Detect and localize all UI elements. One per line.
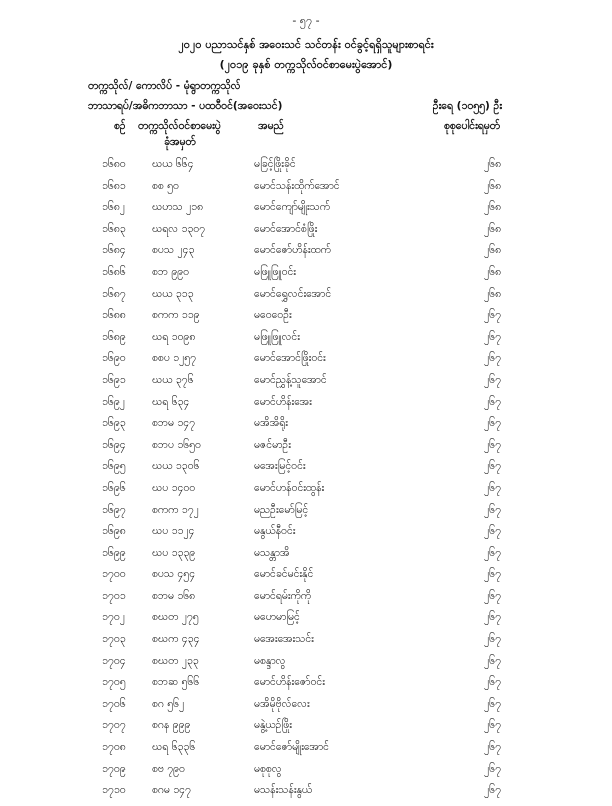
roll-number: ဃရလ ၁၃၀၇ bbox=[152, 222, 206, 235]
table-row bbox=[0, 309, 612, 331]
row-number: ၁၇၀၆ bbox=[102, 697, 126, 710]
total-mark: ၂၆၇ bbox=[484, 568, 501, 581]
roll-number: စဃတ ၂၇၅ bbox=[152, 611, 199, 624]
table-row bbox=[0, 288, 612, 310]
row-number: ၁၆၈၉ bbox=[102, 330, 126, 343]
subject-label: ဘာသာရပ်/အဓိကဘာသာ - ပထဝီဝင်(အဝေးသင်) bbox=[88, 100, 283, 112]
total-mark: ၂၆၇ bbox=[484, 654, 501, 667]
table-row bbox=[0, 568, 612, 590]
roll-number: စစပ ၁၂၅၇ bbox=[152, 352, 197, 365]
total-mark: ၂၆၇ bbox=[484, 589, 501, 602]
roll-number: စဘဆ ၅၆၆ bbox=[152, 676, 200, 689]
total-mark: ၂၆၇ bbox=[484, 417, 501, 430]
total-mark: ၂၆၇ bbox=[484, 784, 501, 797]
row-number: ၁၆၉၄ bbox=[102, 438, 126, 451]
total-mark: ၂၆၇ bbox=[484, 676, 501, 689]
row-number: ၁၇၀၅ bbox=[102, 676, 126, 689]
total-mark: ၂၆၈ bbox=[484, 222, 502, 235]
total-mark: ၂၆၇ bbox=[484, 741, 501, 754]
row-number: ၁၆၉၂ bbox=[102, 395, 125, 408]
total-mark: ၂၆၈ bbox=[484, 158, 502, 170]
table-row bbox=[0, 374, 612, 396]
roll-number: စပသ ၂၄၃ bbox=[152, 244, 195, 257]
total-mark: ၂၆၇ bbox=[484, 762, 501, 775]
row-number: ၁၆၈၈ bbox=[102, 309, 126, 322]
roll-number: ဃယ ၆၆၄ bbox=[152, 158, 194, 170]
roll-number: ဃဟသ ၂၁၈ bbox=[152, 201, 204, 214]
table-row bbox=[0, 201, 612, 223]
table-row bbox=[0, 590, 612, 612]
roll-number: စဂမ ၁၄၇ bbox=[152, 784, 191, 797]
row-number: ၁၆၉၃ bbox=[102, 417, 126, 430]
student-name: မခြင့်ဖြိုးခိုင် bbox=[254, 158, 296, 170]
table-row bbox=[0, 504, 612, 526]
roll-number: ဃယ ၃၁၃ bbox=[152, 287, 194, 300]
row-number: ၁၆၉၀ bbox=[102, 352, 126, 365]
student-name: မနွဲ့ယဉ်ဖြိုး bbox=[254, 719, 292, 732]
table-row bbox=[0, 417, 612, 439]
table-row bbox=[0, 633, 612, 655]
total-mark: ၂၆၈ bbox=[484, 244, 502, 257]
total-mark: ၂၆၇ bbox=[484, 525, 501, 538]
table-row bbox=[0, 352, 612, 374]
document-subtitle: (၂၀၁၉ ခုနှစ် တက္ကသိုလ်ဝင်စာမေးပွဲအောင်) bbox=[219, 58, 393, 71]
row-number: ၁၇၀၀ bbox=[102, 568, 126, 581]
table-row bbox=[0, 763, 612, 785]
roll-number: ဃရ ၆၃၃၆ bbox=[152, 741, 196, 754]
student-name: မညဦးမော်မြင့် bbox=[254, 503, 309, 516]
row-number: ၁၆၉၅ bbox=[102, 460, 126, 473]
department-label: တက္ကသိုလ်/ ကောလိပ် - မုံရွာတက္ကသိုလ် bbox=[88, 80, 241, 92]
count-label: ဦးရေ (၁၀၅၅) ဦး bbox=[432, 100, 502, 112]
total-mark: ၂၆၇ bbox=[484, 503, 501, 516]
student-name: မဟေမာမြင့် bbox=[254, 611, 300, 624]
column-header-name: အမည် bbox=[258, 120, 284, 132]
roll-number: စကက ၁၁၉ bbox=[152, 309, 200, 322]
column-header-no: စဉ် bbox=[114, 120, 126, 132]
roll-number: စဗ ၇၉၀ bbox=[152, 762, 185, 775]
total-mark: ၂၆၇ bbox=[484, 438, 501, 451]
row-number: ၁၇၀၂ bbox=[102, 611, 125, 624]
row-number: ၁၆၉၈ bbox=[102, 525, 126, 538]
table-row bbox=[0, 482, 612, 504]
student-name: မဖြူဖြူလင်း bbox=[254, 330, 300, 343]
total-mark: ၂၆၈ bbox=[484, 179, 502, 192]
roll-number: ဃရ ၁၀၉၈ bbox=[152, 330, 196, 343]
roll-number: ဃယ ၁၃၀၆ bbox=[152, 460, 200, 473]
student-name: မောင်ဟိန်းအေး bbox=[254, 395, 312, 408]
student-name: မောင်ကျော်မျိုးသက် bbox=[254, 201, 331, 214]
table-row bbox=[0, 655, 612, 677]
total-mark: ၂၆၇ bbox=[484, 460, 501, 473]
row-number: ၁၆၈၃ bbox=[102, 222, 126, 235]
table-row bbox=[0, 460, 612, 482]
student-name: မောင်ခင်မင်းနိုင် bbox=[254, 568, 314, 581]
student-name: မအိမိုဗိုလ်လေး bbox=[254, 697, 310, 710]
row-number: ၁၆၉၉ bbox=[102, 546, 126, 559]
total-mark: ၂၆၈ bbox=[484, 287, 502, 300]
total-mark: ၂၆၇ bbox=[484, 611, 501, 624]
student-name: မအေးမြင့်ဝင်း bbox=[254, 460, 306, 473]
row-number: ၁၆၈၇ bbox=[102, 287, 126, 300]
roll-number: ဃပ ၁၃၃၉ bbox=[152, 546, 196, 559]
total-mark: ၂၆၇ bbox=[484, 719, 501, 732]
roll-number: ဃယ ၃၇၆ bbox=[152, 373, 194, 386]
total-mark: ၂၆၈ bbox=[484, 265, 502, 278]
table-row bbox=[0, 244, 612, 266]
table-row bbox=[0, 698, 612, 720]
student-name: မဝေဝေဦး bbox=[254, 309, 292, 322]
student-name: မဇင်မာဦး bbox=[254, 438, 291, 451]
student-name: မသန္တာအိ bbox=[254, 546, 290, 559]
student-name: မအေးအေးသင်း bbox=[254, 633, 314, 646]
row-number: ၁၇၁၀ bbox=[102, 784, 126, 797]
table-row bbox=[0, 611, 612, 633]
row-number: ၁၆၈၆ bbox=[102, 265, 126, 278]
roll-number: စဂန ၉၉၉ bbox=[152, 719, 191, 732]
roll-number: ဃပ ၁၄၀၀ bbox=[152, 481, 196, 494]
column-header-roll: တက္ကသိုလ်ဝင်စာမေးပွဲ bbox=[138, 120, 221, 132]
student-name: မောင်သန်းထိုက်အောင် bbox=[254, 179, 340, 192]
roll-number: ဃရ ၆၃၄ bbox=[152, 395, 190, 408]
table-row bbox=[0, 158, 612, 180]
total-mark: ၂၆၇ bbox=[484, 373, 501, 386]
roll-number: စဘမ ၁၄၇ bbox=[152, 417, 196, 430]
student-name: မဖြူဖြူဝင်း bbox=[254, 265, 296, 278]
roll-number: စဃက ၄၃၄ bbox=[152, 633, 200, 646]
student-name: မောင်အောင်စံဖြိုး bbox=[254, 222, 318, 235]
table-row bbox=[0, 784, 612, 806]
student-name: မောင်ဇော်မျိုးအောင် bbox=[254, 741, 330, 754]
column-header-roll-line2: ခုံအမှတ် bbox=[164, 136, 196, 148]
results-table bbox=[0, 158, 612, 806]
student-name: မောင်ညွှန့်သူအောင် bbox=[254, 373, 327, 386]
row-number: ၁၆၈၁ bbox=[102, 179, 126, 192]
column-header-mark: စုစုပေါင်းရမှတ် bbox=[443, 120, 500, 132]
table-row bbox=[0, 266, 612, 288]
student-name: မောင်ရွှေလင်းအောင် bbox=[254, 287, 332, 300]
table-row bbox=[0, 676, 612, 698]
total-mark: ၂၆၇ bbox=[484, 309, 501, 322]
table-row bbox=[0, 547, 612, 569]
total-mark: ၂၆၇ bbox=[484, 633, 501, 646]
row-number: ၁၇၀၇ bbox=[102, 719, 126, 732]
page-number: - ၅၇ - bbox=[292, 14, 320, 27]
student-name: မောင်အောင်ဖြိုးဝင်း bbox=[254, 352, 326, 365]
roll-number: စဃတ ၂၃၃ bbox=[152, 654, 199, 667]
row-number: ၁၇၀၈ bbox=[102, 741, 126, 754]
total-mark: ၂၆၈ bbox=[484, 201, 502, 214]
table-row bbox=[0, 223, 612, 245]
table-row bbox=[0, 741, 612, 763]
student-name: မောင်ဟန်ဝင်းထွန်း bbox=[254, 481, 325, 494]
total-mark: ၂၆၇ bbox=[484, 352, 501, 365]
total-mark: ၂၆၇ bbox=[484, 546, 501, 559]
table-row bbox=[0, 396, 612, 418]
roll-number: စဘမ ၁၆၈ bbox=[152, 589, 196, 602]
student-name: မောင်ဟိန်းဇော်ဝင်း bbox=[254, 676, 325, 689]
roll-number: စကက ၁၇၂ bbox=[152, 503, 199, 516]
student-name: မောင်ရမ်းကိုကို bbox=[254, 589, 312, 602]
student-name: မသန်းသန်းနွယ် bbox=[254, 784, 313, 797]
table-row bbox=[0, 525, 612, 547]
roll-number: စဘပ ၁၆၅၀ bbox=[152, 438, 201, 451]
row-number: ၁၆၈၄ bbox=[102, 244, 126, 257]
total-mark: ၂၆၇ bbox=[484, 481, 501, 494]
roll-number: စပသ ၄၅၄ bbox=[152, 568, 196, 581]
total-mark: ၂၆၇ bbox=[484, 395, 501, 408]
roll-number: ဃပ ၁၁၂၄ bbox=[152, 525, 195, 538]
total-mark: ၂၆၇ bbox=[484, 330, 501, 343]
row-number: ၁၇၀၃ bbox=[102, 633, 126, 646]
roll-number: စဘ ၉၉၀ bbox=[152, 265, 190, 278]
row-number: ၁၆၉၁ bbox=[102, 373, 126, 386]
row-number: ၁၆၈၂ bbox=[102, 201, 125, 214]
row-number: ၁၆၉၆ bbox=[102, 481, 126, 494]
row-number: ၁၇၀၉ bbox=[102, 762, 126, 775]
student-name: မအိအိရိုး bbox=[254, 417, 288, 430]
roll-number: စဂ ၅၆၂ bbox=[152, 697, 185, 710]
row-number: ၁၆၈၀ bbox=[102, 158, 126, 170]
table-row bbox=[0, 331, 612, 353]
student-name: မစန္ဒာလွ bbox=[254, 654, 286, 667]
table-row bbox=[0, 719, 612, 741]
document-title: ၂၀၂၀ ပညာသင်နှစ် အဝေးသင် သင်တန်း ဝင်ခွင့်ရရှိသူများစာရင်း bbox=[178, 38, 434, 51]
roll-number: စစ ၅၀ bbox=[152, 179, 179, 192]
row-number: ၁၇၀၄ bbox=[102, 654, 126, 667]
student-name: မစုစုလွ bbox=[254, 762, 282, 775]
row-number: ၁၆၉၇ bbox=[102, 503, 126, 516]
total-mark: ၂၆၇ bbox=[484, 697, 501, 710]
table-row bbox=[0, 180, 612, 202]
row-number: ၁၇၀၁ bbox=[102, 589, 126, 602]
student-name: မောင်ဇော်ဟိန်းထက် bbox=[254, 244, 331, 257]
student-name: မနွယ်နီဝင်း bbox=[254, 525, 296, 538]
table-row bbox=[0, 439, 612, 461]
